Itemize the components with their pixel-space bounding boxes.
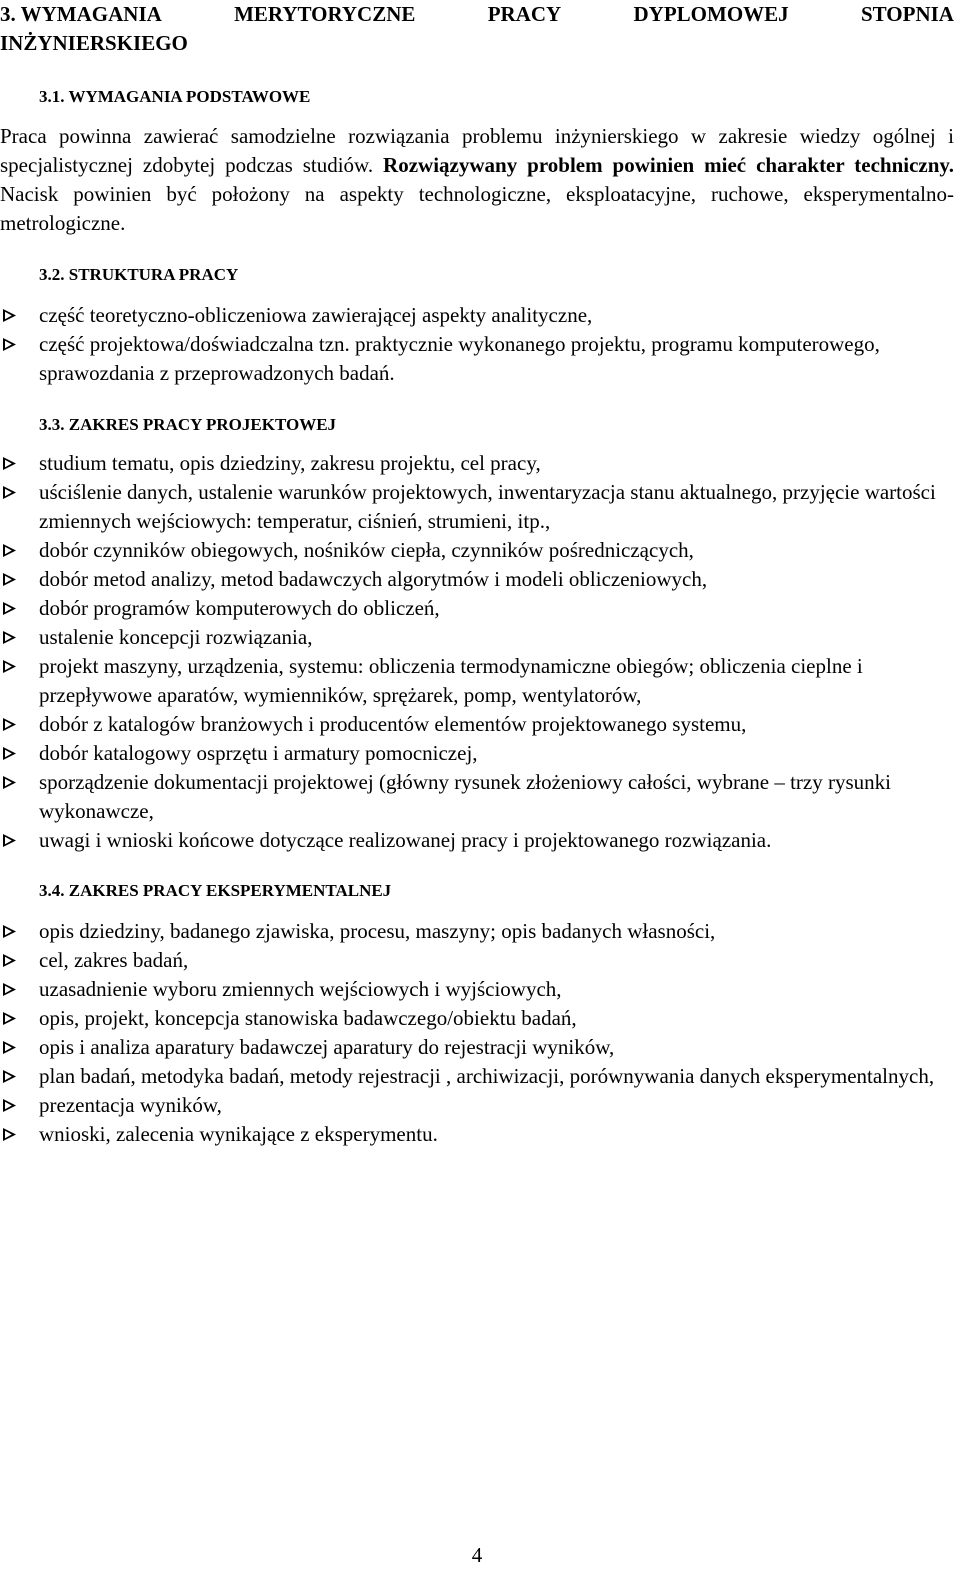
list-item [0,1120,954,1149]
list-item [0,1004,954,1033]
list-item [0,652,954,710]
arrow-bullet-icon [2,1098,17,1113]
list-item [0,478,954,536]
list-3-2 [0,301,954,388]
list-item-text: część projektowa/doświadczalna tzn. praktycznie wykonanego projektu, programu komputerowego, sprawozdania z przeprowadzonych badań. [39,332,880,385]
list-item-text: dobór czynników obiegowych, nośników ciepła, czynników pośredniczących, [39,538,694,562]
arrow-bullet-icon [2,659,17,674]
title-word: 3. WYMAGANIA [0,2,162,26]
list-item [0,917,954,946]
arrow-bullet-icon [2,601,17,616]
arrow-bullet-icon [2,543,17,558]
arrow-bullet-icon [2,630,17,645]
paragraph-3-1 [0,122,954,238]
arrow-bullet-icon [2,308,17,323]
chapter-title [0,0,954,58]
list-item-text: opis, projekt, koncepcja stanowiska badawczego/obiektu badań, [39,1006,577,1030]
arrow-bullet-icon [2,1127,17,1142]
section-heading-3-1: 3.1. WYMAGANIA PODSTAWOWE [39,87,311,106]
list-item-text: uściślenie danych, ustalenie warunków projektowych, inwentaryzacja stanu aktualnego, przyjęcie wartości zmiennych wejściowych: temperatur, ciśnień, strumieni, itp., [39,480,936,533]
list-item [0,301,954,330]
arrow-bullet-icon [2,953,17,968]
list-item-text: uwagi i wnioski końcowe dotyczące realizowanej pracy i projektowanego rozwiązania. [39,828,772,852]
arrow-bullet-icon [2,1069,17,1084]
page-number: 4 [471,1543,483,1567]
list-item-text: dobór programów komputerowych do obliczeń, [39,596,440,620]
list-item-text: wnioski, zalecenia wynikające z eksperymentu. [39,1122,438,1146]
list-item-text: część teoretyczno-obliczeniowa zawierającej aspekty analityczne, [39,303,593,327]
arrow-bullet-icon [2,982,17,997]
arrow-bullet-icon [2,833,17,848]
list-item [0,565,954,594]
list-item [0,739,954,768]
list-item [0,536,954,565]
list-item [0,768,954,826]
list-item [0,1091,954,1120]
list-item-text: uzasadnienie wyboru zmiennych wejściowych i wyjściowych, [39,977,562,1001]
list-item [0,826,954,855]
title-word: PRACY [487,2,562,26]
list-item [0,330,954,388]
list-item-text: opis dziedziny, badanego zjawiska, procesu, maszyny; opis badanych własności, [39,919,716,943]
arrow-bullet-icon [2,572,17,587]
list-item [0,975,954,1004]
paragraph-text: Praca powinna zawierać samodzielne rozwiązania problemu inżynierskiego w zakresie wiedzy ogólnej i specjalistycznej zdobytej podczas studiów. [0,124,954,177]
list-item-text: sporządzenie dokumentacji projektowej (główny rysunek złożeniowy całości, wybrane – trzy rysunki wykonawcze, [39,770,891,823]
list-item [0,1062,954,1091]
list-item-text: plan badań, metodyka badań, metody rejestracji , archiwizacji, porównywania danych eksperymentalnych, [39,1064,935,1088]
section-heading-3-3: 3.3. ZAKRES PRACY PROJEKTOWEJ [39,415,337,434]
section-heading-3-4: 3.4. ZAKRES PRACY EKSPERYMENTALNEJ [39,881,392,900]
arrow-bullet-icon [2,924,17,939]
list-item [0,1033,954,1062]
list-item [0,710,954,739]
arrow-bullet-icon [2,1040,17,1055]
arrow-bullet-icon [2,456,17,471]
list-item-text: opis i analiza aparatury badawczej aparatury do rejestracji wyników, [39,1035,615,1059]
arrow-bullet-icon [2,485,17,500]
title-word: STOPNIA [860,2,954,26]
list-item-text: projekt maszyny, urządzenia, systemu: obliczenia termodynamiczne obiegów; obliczenia cieplne i przepływowe aparatów, wymienników, sprężarek, pomp, wentylatorów, [39,654,863,707]
list-3-3 [0,449,954,855]
list-item-text: dobór katalogowy osprzętu i armatury pomocniczej, [39,741,478,765]
list-item [0,449,954,478]
arrow-bullet-icon [2,1011,17,1026]
list-item-text: ustalenie koncepcji rozwiązania, [39,625,313,649]
arrow-bullet-icon [2,337,17,352]
chapter-title-line1 [0,0,954,29]
arrow-bullet-icon [2,717,17,732]
list-item [0,946,954,975]
list-item-text: cel, zakres badań, [39,948,189,972]
list-item-text: dobór z katalogów branżowych i producentów elementów projektowanego systemu, [39,712,747,736]
arrow-bullet-icon [2,775,17,790]
list-item-text: prezentacja wyników, [39,1093,222,1117]
list-item [0,623,954,652]
section-heading-3-2: 3.2. STRUKTURA PRACY [39,265,239,284]
list-item [0,594,954,623]
chapter-title-line2: INŻYNIERSKIEGO [0,31,188,55]
title-word: DYPLOMOWEJ [633,2,789,26]
list-3-4 [0,917,954,1149]
paragraph-bold-text: Rozwiązywany problem powinien mieć charakter techniczny. [383,153,955,177]
list-item-text: dobór metod analizy, metod badawczych algorytmów i modeli obliczeniowych, [39,567,708,591]
arrow-bullet-icon [2,746,17,761]
paragraph-text: Nacisk powinien być położony na aspekty technologiczne, eksploatacyjne, ruchowe, eksperymentalno-metrologiczne. [0,182,954,235]
title-word: MERYTORYCZNE [234,2,416,26]
list-item-text: studium tematu, opis dziedziny, zakresu projektu, cel pracy, [39,451,541,475]
